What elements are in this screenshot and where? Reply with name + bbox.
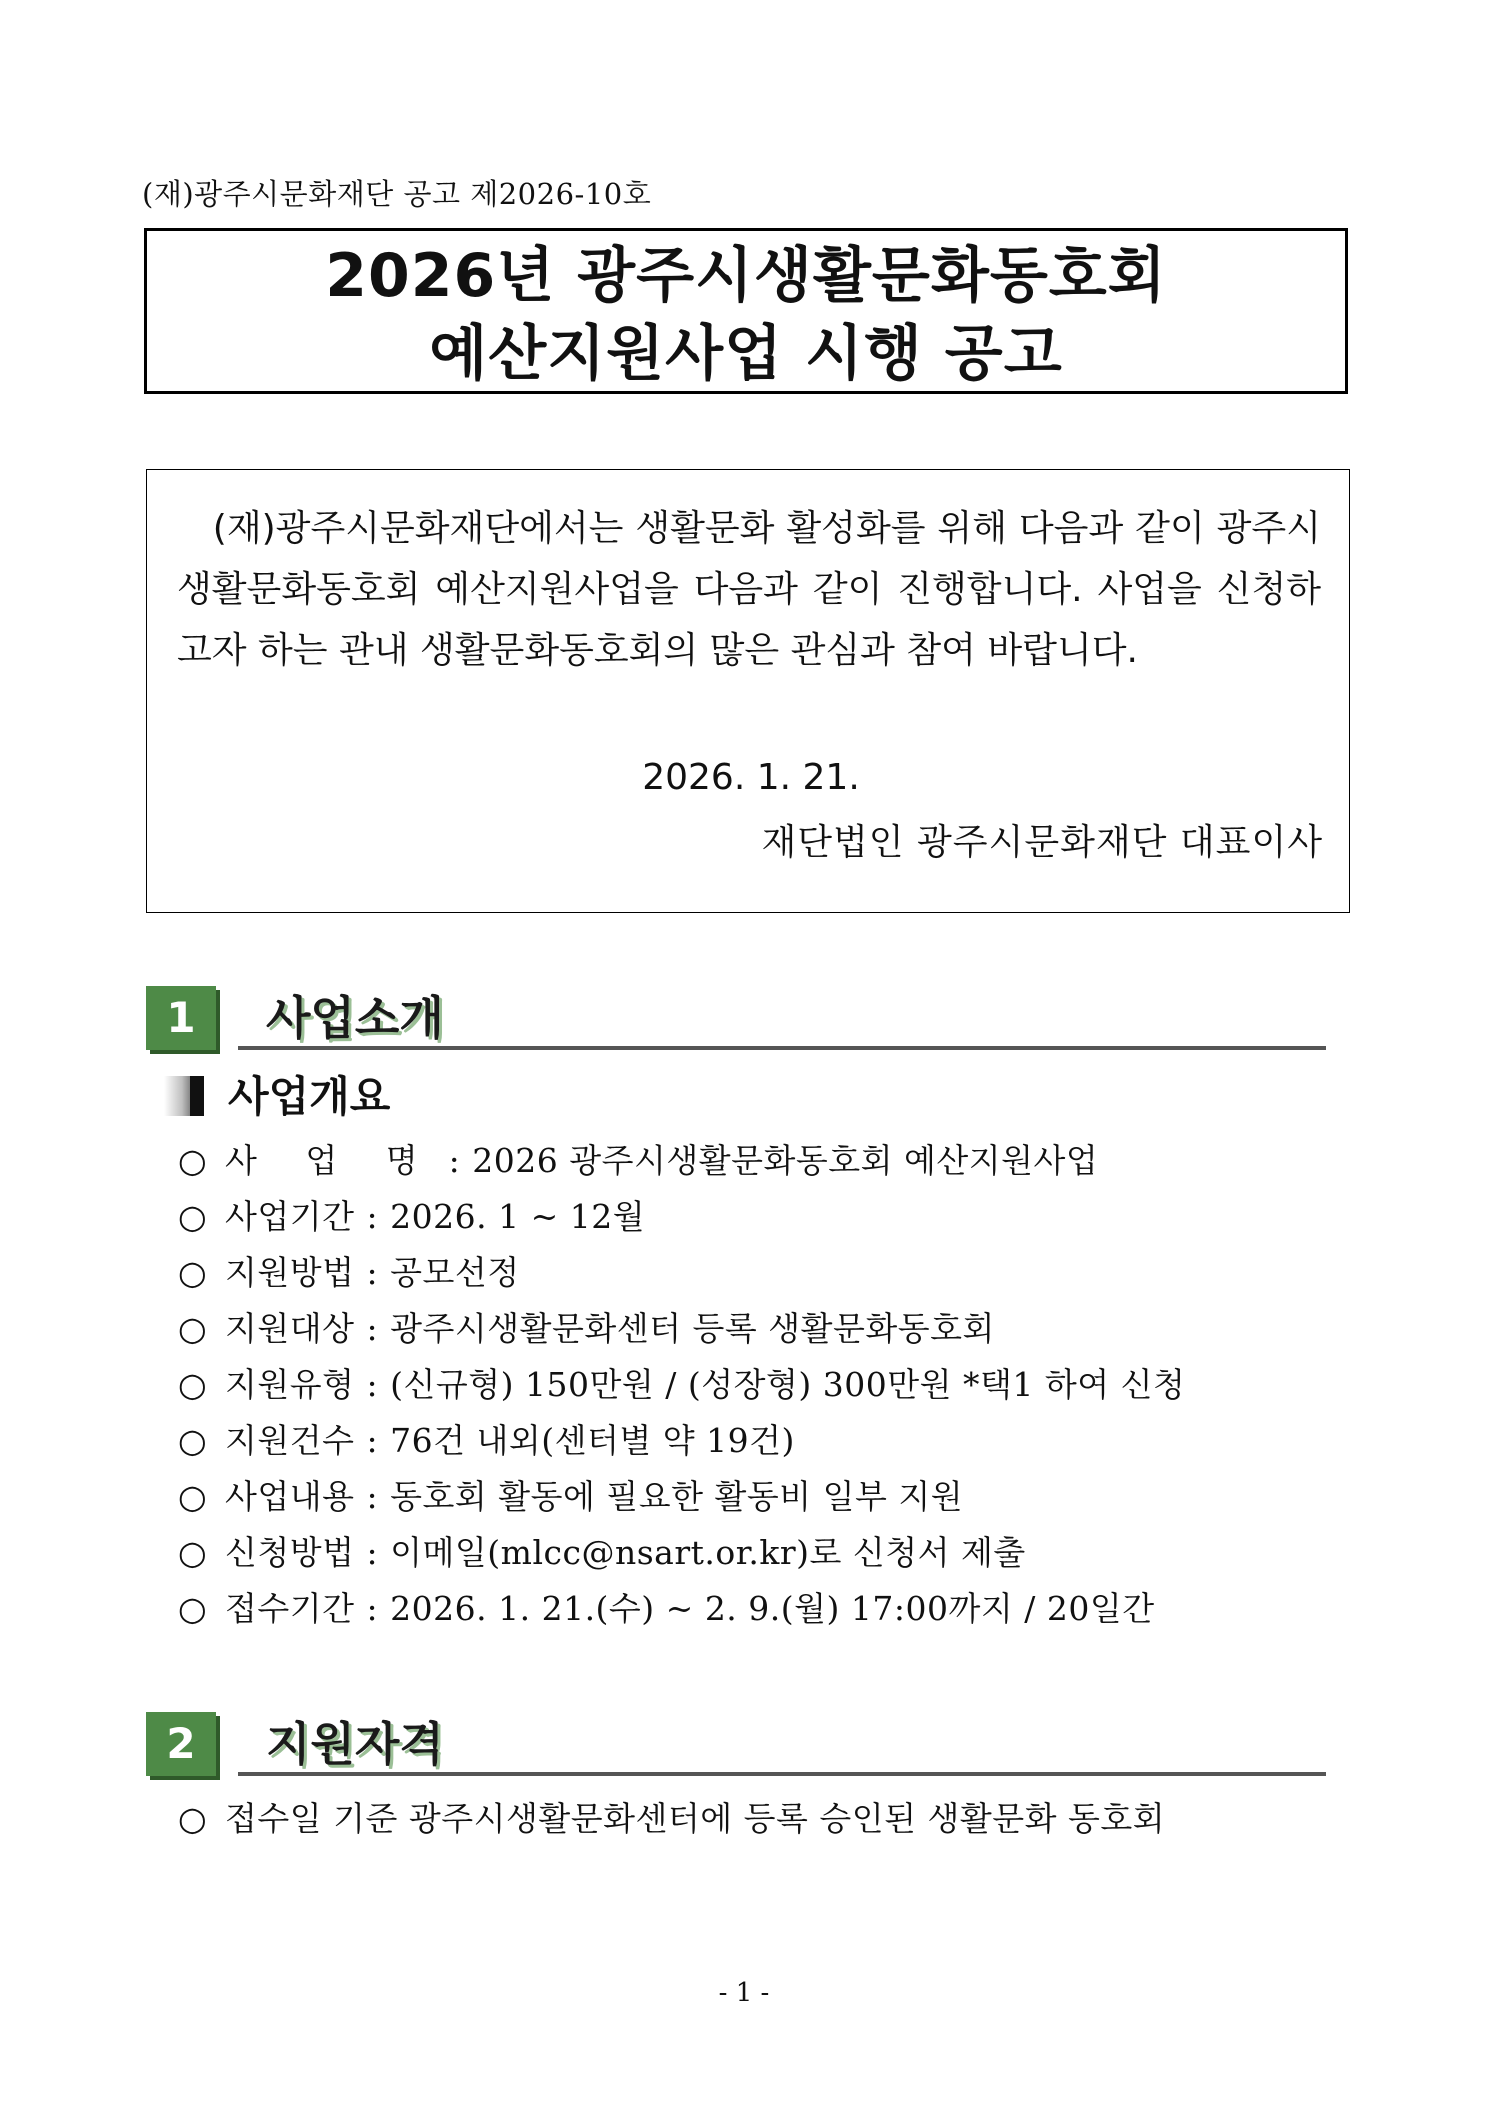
list-item: ○ 신청방법 : 이메일(mlcc@nsart.or.kr)로 신청서 제출 (178, 1531, 1026, 1575)
item-value: 광주시생활문화센터 등록 생활문화동호회 (390, 1309, 995, 1348)
subsection-title: 사업개요 (228, 1072, 391, 1121)
list-item: ○ 사업내용 : 동호회 활동에 필요한 활동비 일부 지원 (178, 1475, 963, 1519)
item-label: 사업기간 (225, 1197, 355, 1236)
title-box (144, 228, 1348, 394)
item-value: 공모선정 (390, 1253, 520, 1292)
page-number: - 1 - (718, 1978, 770, 2008)
item-value: 접수일 기준 광주시생활문화센터에 등록 승인된 생활문화 동호회 (225, 1799, 1166, 1838)
item-value: (신규형) 150만원 / (성장형) 300만원 *택1 하여 신청 (390, 1365, 1186, 1404)
circle-bullet-icon: ○ (178, 1477, 208, 1516)
item-label: 사업내용 (225, 1477, 355, 1516)
list-item: ○ 사 업 명 : 2026 광주시생활문화동호회 예산지원사업 (178, 1139, 1098, 1183)
item-label: 접수기간 (225, 1589, 355, 1628)
circle-bullet-icon: ○ (178, 1421, 208, 1460)
circle-bullet-icon: ○ (178, 1309, 208, 1348)
item-value: 76건 내외(센터별 약 19건) (390, 1421, 795, 1460)
list-item: ○ 접수기간 : 2026. 1. 21.(수) ~ 2. 9.(월) 17:00까지 / 20일간 (178, 1587, 1155, 1631)
intro-box (146, 469, 1350, 913)
circle-bullet-icon: ○ (178, 1253, 208, 1292)
list-item (178, 1797, 1165, 1841)
item-label: 지원방법 (225, 1253, 355, 1292)
intro-paragraph (177, 498, 1321, 681)
item-value: 2026. 1. 21.(수) ~ 2. 9.(월) 17:00까지 / 20일간 (390, 1589, 1155, 1628)
circle-bullet-icon: ○ (178, 1799, 208, 1838)
circle-bullet-icon: ○ (178, 1533, 208, 1572)
section-underline (238, 1772, 1326, 1776)
section-number-badge: 1 (146, 986, 216, 1050)
title-line-1: 2026년 광주시생활문화동호회 (325, 241, 1167, 311)
item-value: 동호회 활동에 필요한 활동비 일부 지원 (390, 1477, 964, 1516)
item-value: 이메일(mlcc@nsart.or.kr)로 신청서 제출 (390, 1533, 1026, 1572)
section-title: 사업소개 (266, 991, 444, 1045)
section-header-1 (146, 986, 1326, 1056)
signer: 재단법인 광주시문화재단 대표이사 (761, 822, 1323, 863)
item-label: 지원대상 (225, 1309, 355, 1348)
item-value: 2026 광주시생활문화동호회 예산지원사업 (472, 1141, 1099, 1180)
list-item: ○ 지원대상 : 광주시생활문화센터 등록 생활문화동호회 (178, 1307, 995, 1351)
notice-number: (재)광주시문화재단 공고 제2026-10호 (142, 177, 652, 211)
item-value: 2026. 1 ~ 12월 (390, 1197, 646, 1236)
list-item: ○ 지원방법 : 공모선정 (178, 1251, 520, 1295)
list-item: ○ 지원유형 : (신규형) 150만원 / (성장형) 300만원 *택1 하여 신청 (178, 1363, 1185, 1407)
item-label: 지원유형 (225, 1365, 355, 1404)
circle-bullet-icon: ○ (178, 1141, 208, 1180)
announcement-date: 2026. 1. 21. (642, 757, 860, 798)
section-title: 지원자격 (266, 1717, 444, 1771)
list-item: ○ 사업기간 : 2026. 1 ~ 12월 (178, 1195, 645, 1239)
item-label: 사 업 명 (225, 1141, 437, 1180)
section-header-2 (146, 1712, 1326, 1782)
title-line-2: 예산지원사업 시행 공고 (429, 319, 1063, 389)
list-item: ○ 지원건수 : 76건 내외(센터별 약 19건) (178, 1419, 795, 1463)
circle-bullet-icon: ○ (178, 1365, 208, 1404)
circle-bullet-icon: ○ (178, 1197, 208, 1236)
circle-bullet-icon: ○ (178, 1589, 208, 1628)
section-number-badge: 2 (146, 1712, 216, 1776)
intro-text: (재)광주시문화재단에서는 생활문화 활성화를 위해 다음과 같이 광주시생활문화동호회 예산지원사업을 다음과 같이 진행합니다. 사업을 신청하고자 하는 관내 생활문화동호회의 많은 관심과 참여 바랍니다. (177, 508, 1321, 671)
item-label: 신청방법 (225, 1533, 355, 1572)
item-label: 지원건수 (225, 1421, 355, 1460)
section-underline (238, 1046, 1326, 1050)
square-bullet-icon (164, 1076, 204, 1116)
